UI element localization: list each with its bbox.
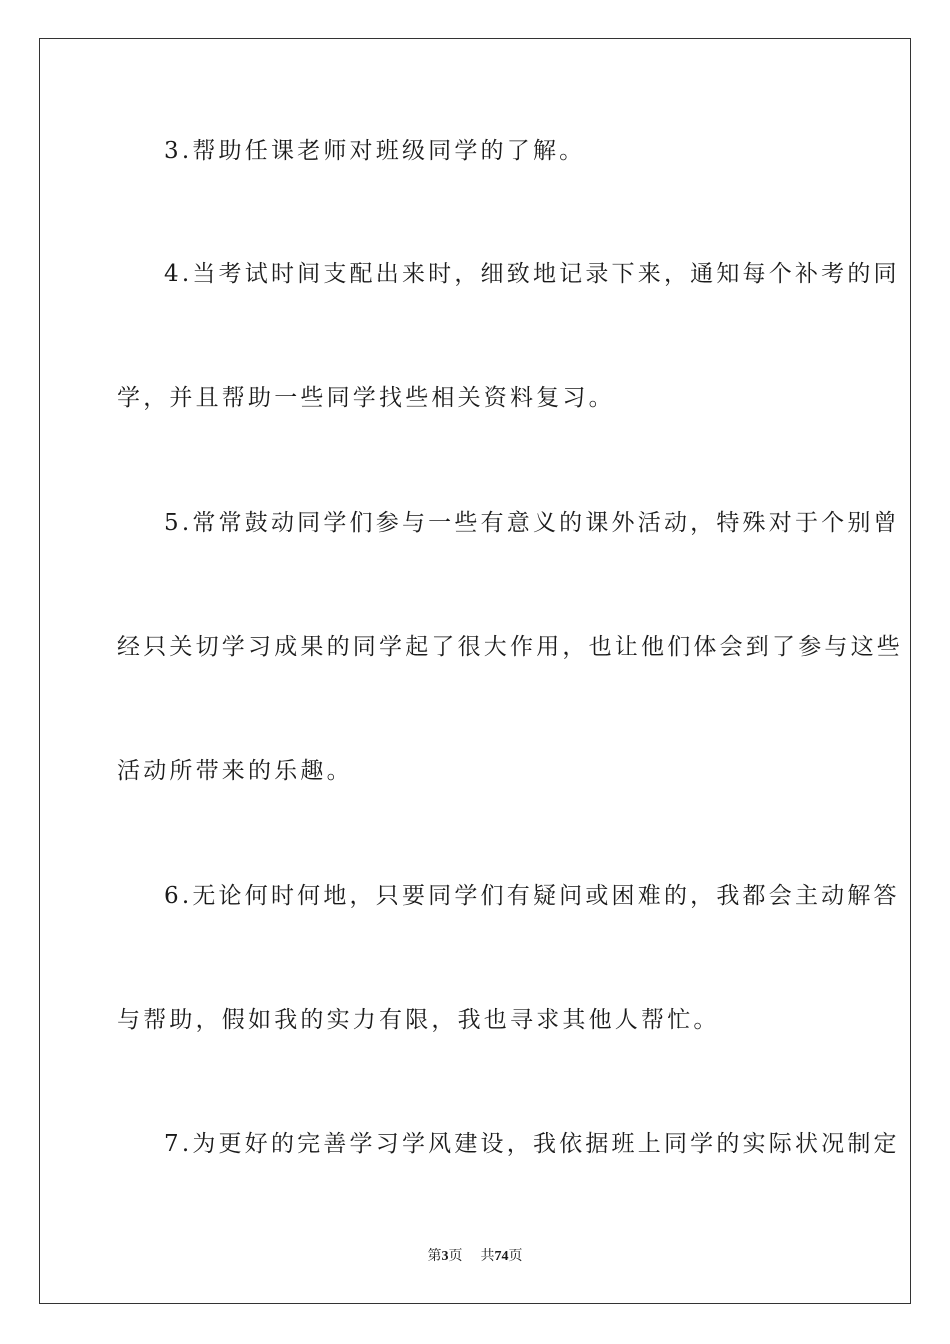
total-suffix: 页: [508, 1248, 523, 1264]
page-prefix: 第: [427, 1248, 442, 1264]
page-frame: [39, 38, 911, 1304]
paragraph-line: 7.为更好的完善学习学风建设，我依据班上同学的实际状况制定: [164, 1131, 900, 1157]
page-footer: [0, 1247, 950, 1266]
page-suffix: 页: [448, 1248, 463, 1264]
paragraph-line: 经只关切学习成果的同学起了很大作用，也让他们体会到了参与这些: [117, 634, 903, 660]
paragraph-line: 5.常常鼓动同学们参与一些有意义的课外活动，特殊对于个别曾: [164, 510, 900, 536]
paragraph-line: 6.无论何时何地，只要同学们有疑问或困难的，我都会主动解答: [164, 883, 900, 909]
total-pages: 74: [494, 1249, 509, 1264]
paragraph-line: 4.当考试时间支配出来时，细致地记录下来，通知每个补考的同: [164, 261, 900, 287]
paragraph-line: 学，并且帮助一些同学找些相关资料复习。: [117, 385, 615, 411]
paragraph-line: 活动所带来的乐趣。: [117, 758, 353, 784]
page-number: 3: [441, 1249, 449, 1264]
total-prefix: 共: [480, 1248, 495, 1264]
paragraph-line: 与帮助，假如我的实力有限，我也寻求其他人帮忙。: [117, 1007, 720, 1033]
paragraph-line: 3.帮助任课老师对班级同学的了解。: [164, 138, 586, 164]
